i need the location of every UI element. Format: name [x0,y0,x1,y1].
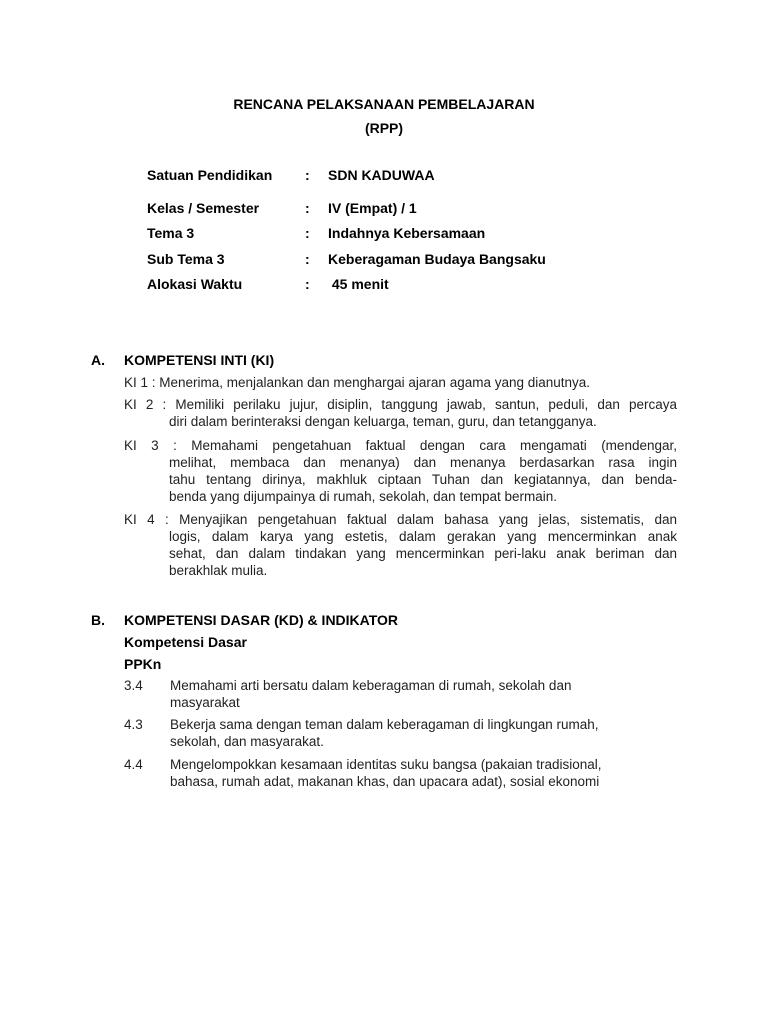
ki-line: benda yang dijumpainya di rumah, sekolah, dan tempat bermain. [169,489,557,504]
kd-line: bahasa, rumah adat, makanan khas, dan upacara adat), sosial ekonomi [170,774,600,789]
kd-number: 4.3 [124,717,143,732]
identity-value: Keberagaman Budaya Bangsaku [328,251,546,267]
ki-line: logis, dalam karya yang estetis, dalam gerakan yang mencerminkan anak [169,529,677,544]
kd-text [170,677,680,711]
kd-number: 4.4 [124,757,143,772]
section-b-letter: B. [91,612,105,628]
ki-line: KI 4 : Menyajikan pengetahuan faktual dalam bahasa yang jelas, sistematis, dan [124,512,677,527]
kd-text [170,756,680,790]
document-title: RENCANA PELAKSANAAN PEMBELAJARAN [233,96,535,112]
identity-value: 45 menit [328,276,389,292]
identity-value: SDN KADUWAA [328,167,435,183]
document-subtitle: (RPP) [364,120,404,136]
kd-line: sekolah, dan masyarakat. [170,734,324,749]
identity-value: IV (Empat) / 1 [328,200,417,216]
subject-heading: PPKn [124,656,162,672]
identity-colon: : [305,276,310,292]
section-a-letter: A. [91,352,105,368]
ki-line: KI 2 : Memiliki perilaku jujur, disiplin, tanggung jawab, santun, peduli, dan percaya [124,397,677,412]
identity-value: Indahnya Kebersamaan [328,225,486,241]
kd-number: 3.4 [124,678,143,693]
kd-line: Mengelompokkan kesamaan identitas suku bangsa (pakaian tradisional, [170,757,602,772]
ki-line: sehat, dan dalam tindakan yang mencerminkan peri-laku anak beriman dan [169,546,677,561]
kd-line: Memahami arti bersatu dalam keberagaman di rumah, sekolah dan [170,678,572,693]
ki-2 [124,396,677,430]
kd-subheading: Kompetensi Dasar [124,634,247,650]
ki-line: tahu tentang dirinya, makhluk ciptaan Tuhan dan kegiatannya, dan benda- [169,472,677,487]
ki-1 [124,374,677,391]
identity-colon: : [305,167,310,183]
ki-line: KI 3 : Memahami pengetahuan faktual dengan cara mengamati (mendengar, [124,438,677,453]
identity-label: Sub Tema 3 [147,251,225,267]
identity-label: Satuan Pendidikan [147,167,273,183]
ki-continuation [169,454,677,505]
kd-line: Bekerja sama dengan teman dalam keberagaman di lingkungan rumah, [170,717,599,732]
identity-colon: : [305,225,310,241]
kd-line: masyarakat [170,695,240,710]
kd-text [170,716,680,750]
ki-line: KI 1 : Menerima, menjalankan dan menghargai ajaran agama yang dianutnya. [124,375,591,390]
identity-colon: : [305,251,310,267]
section-b-title: KOMPETENSI DASAR (KD) & INDIKATOR [124,612,399,628]
ki-3 [124,437,677,505]
ki-line: melihat, membaca dan menanya) dan menanya berdasarkan rasa ingin [169,455,677,470]
identity-label: Tema 3 [147,225,195,241]
identity-label: Kelas / Semester [147,200,260,216]
ki-continuation [169,413,677,430]
ki-line: diri dalam berinteraksi dengan keluarga, teman, guru, dan tetangganya. [169,414,597,429]
identity-colon: : [305,200,310,216]
ki-continuation [169,528,677,579]
ki-line: berakhlak mulia. [169,563,268,578]
section-a-title: KOMPETENSI INTI (KI) [124,352,275,368]
identity-label: Alokasi Waktu [147,276,243,292]
ki-4 [124,511,677,579]
